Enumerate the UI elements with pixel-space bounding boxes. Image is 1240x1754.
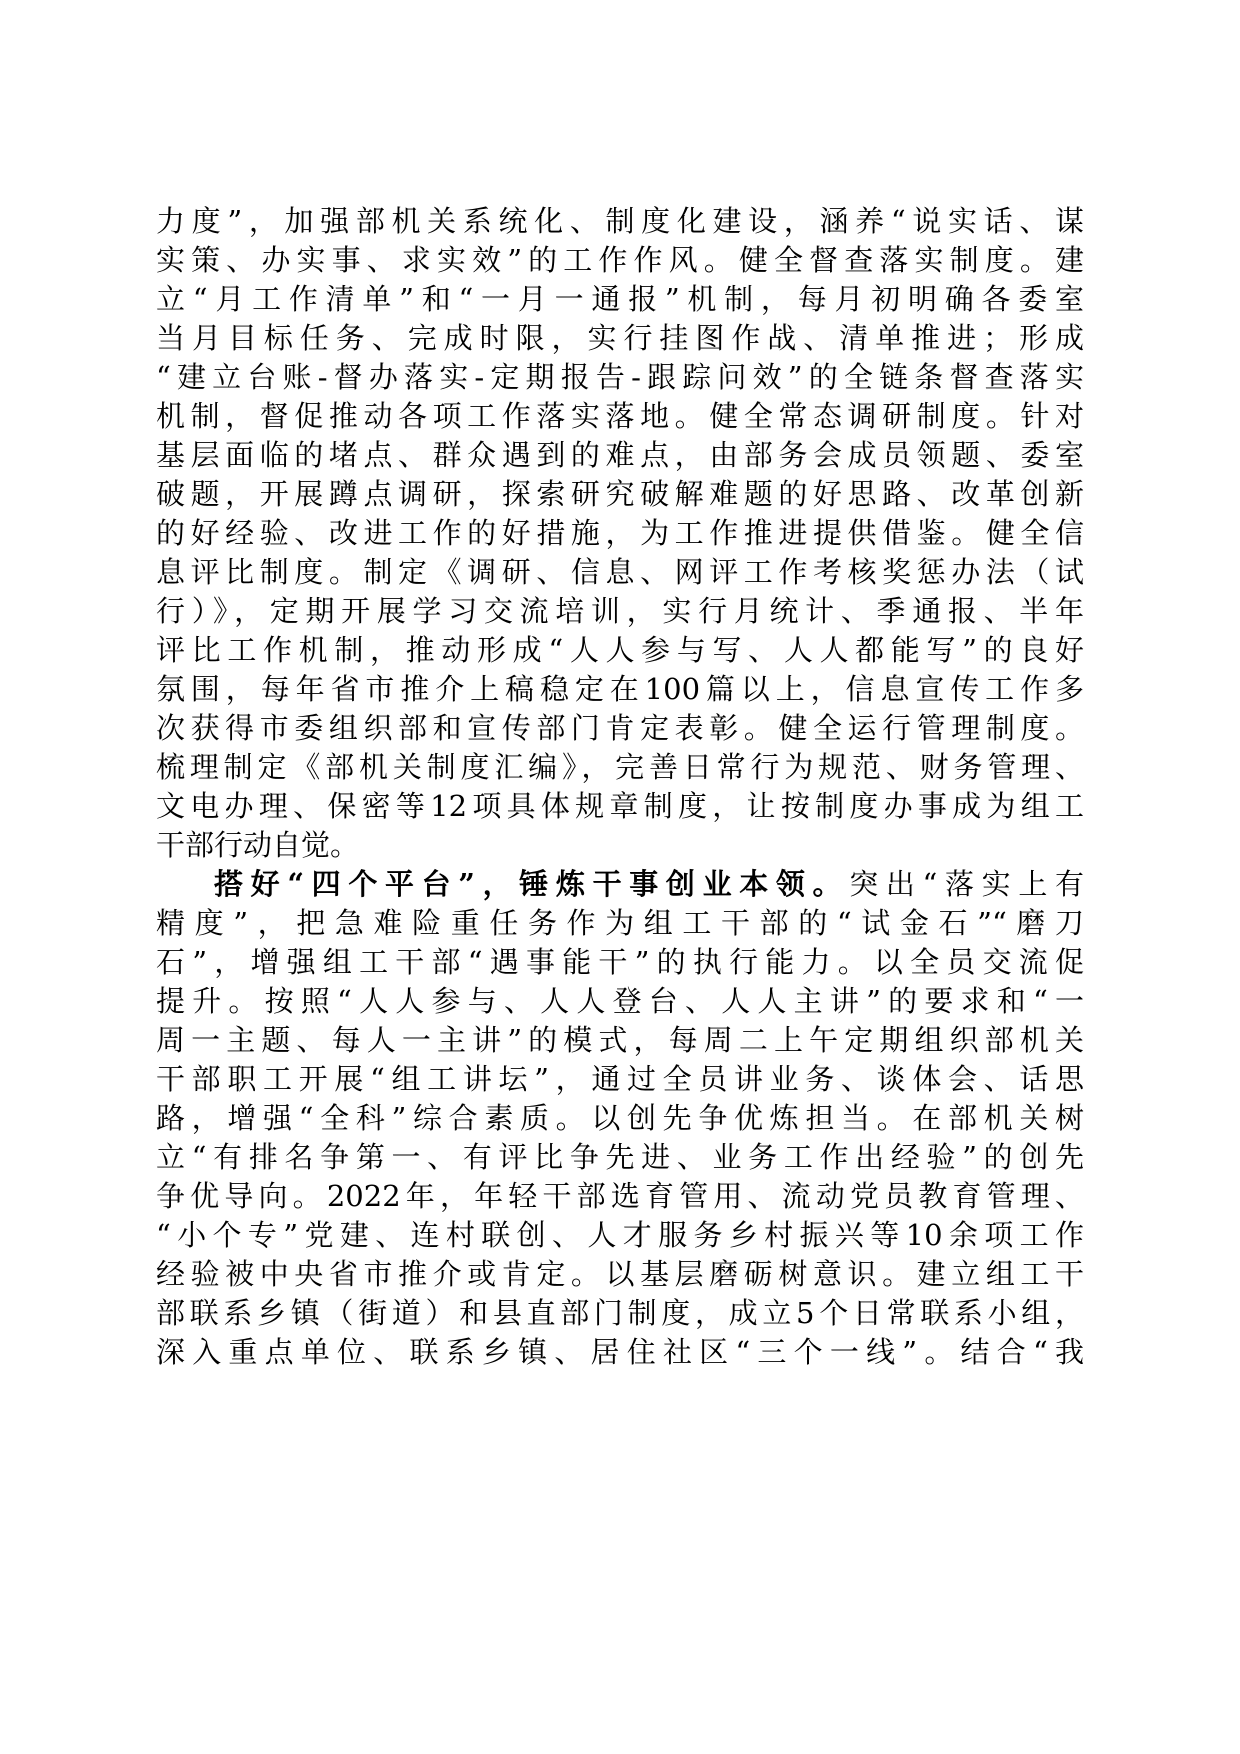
text-line: 梳理制定《部机关制度汇编》，完善日常行为规范、财务管理、 bbox=[156, 750, 1084, 784]
document-body bbox=[156, 202, 1084, 1372]
text-line: 的好经验、改进工作的好措施，为工作推进提供借鉴。健全信 bbox=[156, 516, 1084, 550]
text-line: 周一主题、每人一主讲”的模式，每周二上午定期组织部机关 bbox=[156, 1023, 1084, 1057]
text-line: 次获得市委组织部和宣传部门肯定表彰。健全运行管理制度。 bbox=[156, 711, 1084, 745]
text-line: 争优导向。2022年，年轻干部选育管用、流动党员教育管理、 bbox=[156, 1179, 1084, 1213]
text-line: “建立台账-督办落实-定期报告-跟踪问效”的全链条督查落实 bbox=[156, 360, 1084, 394]
text-line: 立“有排名争第一、有评比争先进、业务工作出经验”的创先 bbox=[156, 1140, 1084, 1174]
text-line: 石”，增强组工干部“遇事能干”的执行能力。以全员交流促 bbox=[156, 945, 1084, 979]
text-line: 文电办理、保密等12项具体规章制度，让按制度办事成为组工 bbox=[156, 789, 1084, 823]
text-line: 干部职工开展“组工讲坛”，通过全员讲业务、谈体会、话思 bbox=[156, 1062, 1084, 1096]
heading-line bbox=[156, 865, 1084, 904]
text-line: 实策、办实事、求实效”的工作作风。健全督查落实制度。建 bbox=[156, 243, 1084, 277]
text-line: 力度”，加强部机关系统化、制度化建设，涵养“说实话、谋 bbox=[156, 204, 1084, 238]
text-line: 氛围，每年省市推介上稿稳定在100篇以上，信息宣传工作多 bbox=[156, 672, 1084, 706]
text-line: 立“月工作清单”和“一月一通报”机制，每月初明确各委室 bbox=[156, 282, 1084, 316]
text-line: 精度”，把急难险重任务作为组工干部的“试金石”“磨刀 bbox=[156, 906, 1084, 940]
text-line: 破题，开展蹲点调研，探索研究破解难题的好思路、改革创新 bbox=[156, 477, 1084, 511]
text-line: 经验被中央省市推介或肯定。以基层磨砺树意识。建立组工干 bbox=[156, 1257, 1084, 1291]
text-line: 深入重点单位、联系乡镇、居住社区“三个一线”。结合“我 bbox=[156, 1335, 1084, 1369]
paragraph-institutional-building bbox=[156, 202, 1084, 865]
text-line: 评比工作机制，推动形成“人人参与写、人人都能写”的良好 bbox=[156, 633, 1084, 667]
text-line: 当月目标任务、完成时限，实行挂图作战、清单推进；形成 bbox=[156, 321, 1084, 355]
text-line: 路，增强“全科”综合素质。以创先争优炼担当。在部机关树 bbox=[156, 1101, 1084, 1135]
paragraph-four-platforms bbox=[156, 865, 1084, 1372]
text-line: 提升。按照“人人参与、人人登台、人人主讲”的要求和“一 bbox=[156, 984, 1084, 1018]
text-line: 部联系乡镇（街道）和县直部门制度，成立5个日常联系小组， bbox=[156, 1296, 1084, 1330]
text-line: 机制，督促推动各项工作落实落地。健全常态调研制度。针对 bbox=[156, 399, 1084, 433]
section-heading: 搭好“四个平台”，锤炼干事创业本领。 bbox=[214, 867, 850, 901]
text-line: 基层面临的堵点、群众遇到的难点，由部务会成员领题、委室 bbox=[156, 438, 1084, 472]
heading-line-rest: 突出“落实上有 bbox=[849, 867, 1084, 901]
text-line: “小个专”党建、连村联创、人才服务乡村振兴等10余项工作 bbox=[156, 1218, 1084, 1252]
text-line: 息评比制度。制定《调研、信息、网评工作考核奖惩办法（试 bbox=[156, 555, 1084, 589]
text-line: 行）》，定期开展学习交流培训，实行月统计、季通报、半年 bbox=[156, 594, 1084, 628]
text-line: 干部行动自觉。 bbox=[156, 828, 360, 862]
